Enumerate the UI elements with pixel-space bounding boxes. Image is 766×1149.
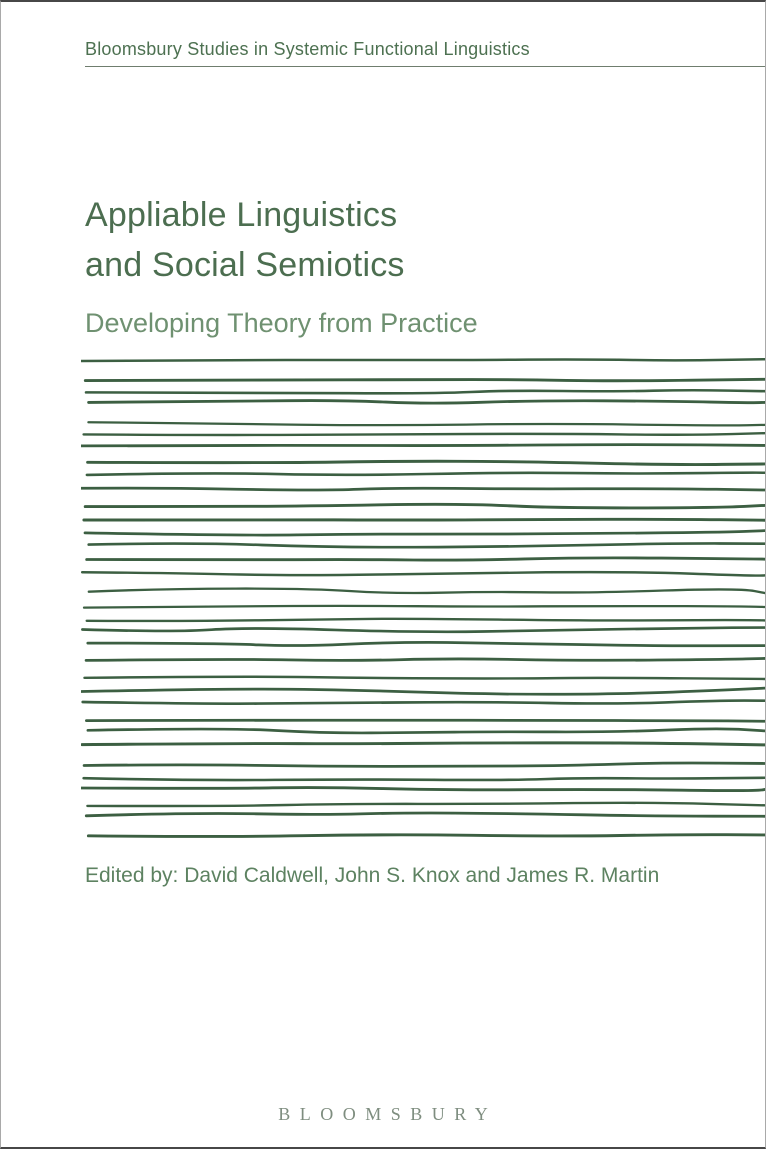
publisher-wordmark (1, 1104, 765, 1125)
publisher-wordmark-text: BLOOMSBURY (278, 1104, 498, 1124)
series-title: Bloomsbury Studies in Systemic Functional Linguistics (85, 39, 530, 59)
book-title-line1: Appliable Linguistics (85, 196, 398, 234)
series-rule (85, 66, 765, 67)
book-title (85, 190, 405, 290)
book-subtitle: Developing Theory from Practice (85, 308, 478, 338)
wavy-lines-artwork (81, 354, 766, 844)
editors-line: Edited by: David Caldwell, John S. Knox and James R. Martin (85, 864, 660, 887)
book-title-line2: and Social Semiotics (85, 246, 405, 284)
